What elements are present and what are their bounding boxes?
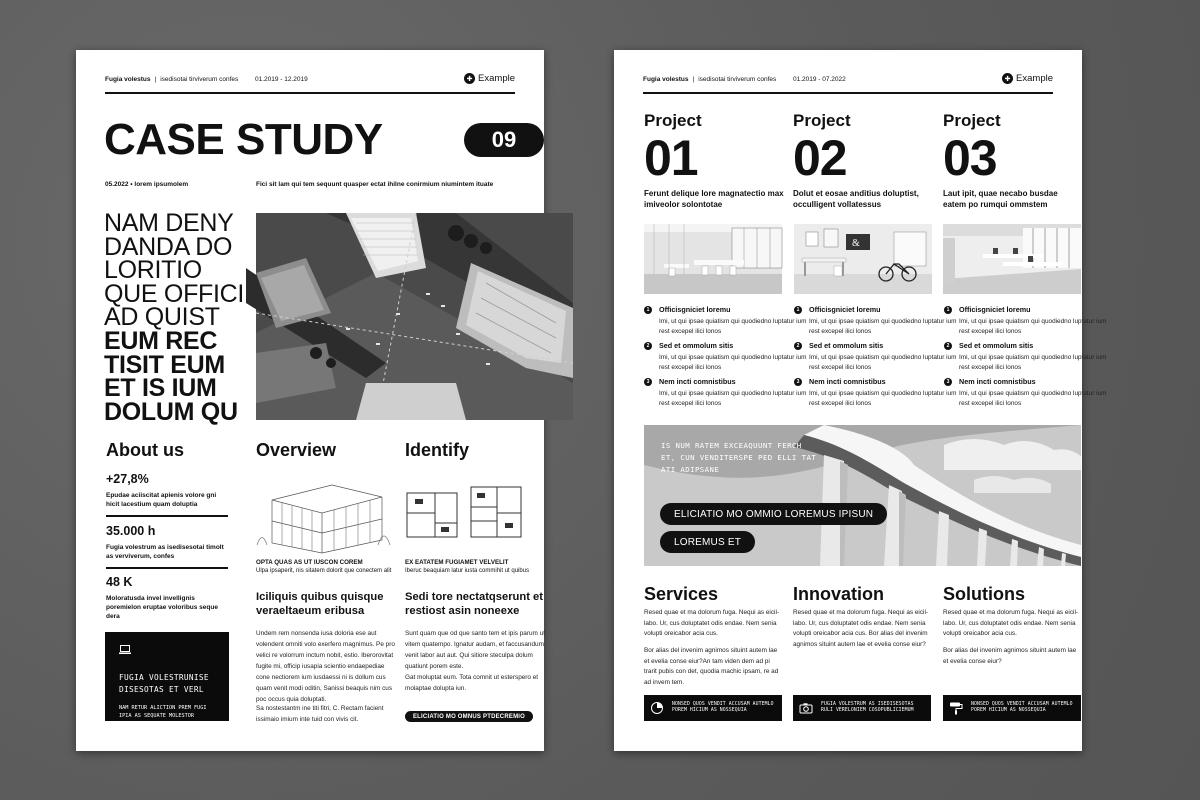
list-item	[796, 377, 959, 409]
stat-number: 35.000 h	[106, 524, 156, 538]
logo-text: Example	[478, 73, 515, 84]
caption-text: Ulpa ipsaperit, nis sitatem dolorit que conectem alit	[256, 568, 392, 574]
building-sketch	[252, 475, 392, 560]
section-paragraph: Bor alias del invenim agnimos situint autem lae et evelia conse eiur?	[943, 647, 1077, 665]
stat-description: Epudae aciiscitat apienis volore gni hicit lacestium quam doluptia	[106, 492, 217, 508]
headline-line-bold: ET IS IUM	[104, 374, 217, 403]
intro-line: Fici sit lam qui tem sequunt quasper ectat ihilne conirmium niumintem ituate	[256, 181, 494, 188]
divider	[106, 515, 228, 517]
pie-chart-icon	[650, 701, 664, 715]
list-item-title: Sed et ommolum sitis	[959, 341, 1034, 350]
footer-text: FUGIA VOLESTRUM AS ISEDISESOTAS RULI VERELONIEM COSOPUBLICIEMUM	[821, 701, 914, 713]
list-item	[646, 305, 809, 337]
project-number: 02	[793, 130, 847, 186]
banner-text-line: ET, CUN VENDITERSPE PED ELLI TAT	[661, 453, 817, 462]
identify-caption	[405, 558, 550, 576]
list-item-text: Imi, ut qui ipsae quiatism qui quodiedno luptatur ium rest excepel ilici lonos	[659, 354, 807, 371]
stat-description: Moloratusda invel invellignis poremielon eruptae voloribus seque dera	[106, 595, 218, 620]
logo-text: Example	[1016, 73, 1053, 84]
bullet-1-icon: 1	[944, 306, 952, 314]
bullet-2-icon: 2	[944, 342, 952, 350]
list-item-text: Imi, ut qui ipsae quiatism qui quodiedno luptatur ium rest excepel ilici lonos	[959, 354, 1107, 371]
laptop-icon	[119, 645, 131, 655]
logo-mark-icon: ✚	[464, 73, 475, 84]
overview-paragraph: Sa nostestantm ine titi fitri, C. Rectam facient issimaio imium inte tuid con vivis cit.	[256, 705, 384, 723]
list-item-text: Imi, ut qui ipsae quiatism qui quodiedno luptatur ium rest excepel ilici lonos	[659, 318, 807, 335]
overview-paragraph: Undem rem nonsenda iusa doloria ese aut volendent omniti volo exerfero magnimus. Pe pro velici re volorrum inctum nobit, estio. Iberorovitat fugite mi, officip iusapia scientio endaepediae cone nectiorem ium iusdaessi ni is dollum cus quam venit modi oditin, Sanissi beaquis nim cus poc occus quia doluptati.	[256, 630, 395, 703]
stat-description: Fugia volestrum as isedisesotai timolt as verviverum, confes	[106, 544, 224, 560]
banner-text-line: ATI ADIPSANE	[661, 465, 720, 474]
headline-line-bold: TISIT EUM	[104, 350, 225, 379]
identify-pill: ELICIATIO MO OMNUS PTDECREMIO	[405, 711, 533, 722]
headline-line: QUE OFFICI	[104, 279, 245, 308]
list-item-title: Sed et ommolum sitis	[809, 341, 884, 350]
header-brand: Fugia volestus	[105, 76, 151, 83]
list-item-text: Imi, ut qui ipsae quiatism qui quodiedno luptatur ium rest excepel ilici lonos	[959, 390, 1107, 407]
header-separator: |	[692, 76, 695, 83]
project-description: Laut ipit, quae necabo busdae eatem po rumqui ommstem	[943, 189, 1058, 209]
project-block	[644, 112, 784, 210]
project-block	[793, 112, 933, 210]
overview-heading: Overview	[256, 440, 337, 460]
paint-roller-icon	[949, 701, 963, 715]
list-item-title: Officisgniciet loremu	[959, 305, 1031, 314]
overview-subheading: Iciliquis quibus quisque veraeltaeum eribusa	[256, 591, 384, 617]
list-item	[796, 341, 959, 373]
stat-block	[106, 524, 228, 561]
list-item-title: Nem incti comnistibus	[959, 377, 1036, 386]
header-tagline: isedisotai tirviverum confes	[160, 76, 239, 83]
city-aerial-photo	[256, 213, 573, 420]
list-item-title: Nem incti comnistibus	[809, 377, 886, 386]
left-page	[76, 50, 544, 751]
logo	[1002, 73, 1053, 84]
identify-paragraph: Gat moluptat eum. Tota comnit ut esterspero et molaptae dolupta iun.	[405, 674, 539, 692]
info-box-subtitle: NAM RETUR ALICTION PREM FUGI IPIA AS SEQUATE MOLESTOR	[119, 705, 207, 719]
footer-text: NONSED QUOS VENDIT ACCUSAM AUTEMLO POREM HICIUM AS NOSSEQUIA	[672, 701, 774, 713]
stat-block	[106, 575, 228, 621]
bullet-3-icon: 3	[794, 378, 802, 386]
section-paragraph: Bor alias del invenim agnimos situint autem lae et evelia conse eiur?An tam viden dem ad pi trarit pubis con det, quodia machic ipsam, re ad ad invem tem.	[644, 647, 779, 686]
list-item-title: Nem incti comnistibus	[659, 377, 736, 386]
office-photo	[943, 224, 1081, 294]
floor-plan-sketch	[405, 485, 525, 550]
project-block	[943, 112, 1083, 210]
header-tagline: isedisotai tirviverum confes	[698, 76, 777, 83]
section-paragraph: Resed quae et ma dolorum fuga. Nequi as eicil-labo. Ur, cus doluptatet odis endae. Nem senia volupti oreicabor acia cus.	[644, 609, 779, 638]
bullet-3-icon: 3	[644, 378, 652, 386]
logo-mark-icon: ✚	[1002, 73, 1013, 84]
info-box-title: FUGIA VOLESTRUNISE DISESOTAS ET VERL	[119, 673, 209, 694]
list-item-text: Imi, ut qui ipsae quiatism qui quodiedno luptatur ium rest excepel ilici lonos	[959, 318, 1107, 335]
bullet-3-icon: 3	[944, 378, 952, 386]
logo	[464, 73, 515, 84]
list-item	[946, 341, 1109, 373]
divider	[106, 567, 228, 569]
list-item-text: Imi, ut qui ipsae quiatism qui quodiedno luptatur ium rest excepel ilici lonos	[659, 390, 807, 407]
headline-line-bold: EUM REC	[104, 326, 218, 355]
caption-title: OPTA QUAS AS UT IUSCON COREM	[256, 559, 363, 566]
section-heading-innovation: Innovation	[793, 584, 884, 604]
headline-line: NAM DENY	[104, 209, 234, 237]
stat-block	[106, 472, 228, 509]
big-headline	[104, 209, 254, 426]
banner-pill-primary: ELICIATIO MO OMMIO LOREMUS IPISUN	[660, 503, 887, 525]
header-separator: |	[154, 76, 157, 83]
footer-box	[943, 695, 1081, 721]
date-line: 05.2022 • lorem ipsumolem	[105, 181, 189, 188]
headline-line: AD QUIST	[104, 303, 220, 332]
identify-heading: Identify	[405, 440, 470, 460]
stat-number: +27,8%	[106, 472, 149, 486]
list-item	[946, 305, 1109, 337]
svg-text:&: &	[852, 238, 860, 249]
headline-line: DANDA DO	[104, 232, 233, 261]
list-item	[646, 377, 809, 409]
banner-pill-secondary: LOREMUS ET	[660, 531, 755, 553]
page-title: CASE STUDY	[104, 115, 383, 164]
caption-title: EX EATATEM FUGIAMET VELVELIT	[405, 559, 509, 566]
list-item	[796, 305, 959, 337]
bridge-banner	[644, 425, 1081, 566]
section-paragraph: Resed quae et ma dolorum fuga. Nequi as eicil-labo. Ur, cus doluptatet odis endae. Nem senia volupti oreicabor acia cus.	[943, 609, 1078, 638]
bullet-1-icon: 1	[644, 306, 652, 314]
issue-badge: 09	[464, 123, 544, 157]
header-dates: 01.2019 - 12.2019	[255, 76, 308, 83]
footer-text: NONSED QUOS VENDIT ACCUSAM AUTEMLO POREM HICIUM AS NOSSEQUIA	[971, 701, 1073, 713]
project-number: 03	[943, 130, 997, 186]
headline-line-bold: DOLUM QU	[104, 397, 238, 426]
section-paragraph: Resed quae et ma dolorum fuga. Nequi as eicil-labo. Ur, cus doluptatet odis endae. Nem senia volupti oreicabor acia cus. Bor alias del invenim agnimos situint autem lae et evelia conse eiur?	[793, 609, 928, 648]
project-label: Project	[793, 111, 851, 130]
list-item-text: Imi, ut qui ipsae quiatism qui quodiedno luptatur ium rest excepel ilici lonos	[809, 354, 957, 371]
about-heading: About us	[106, 440, 184, 460]
office-photo	[644, 224, 782, 294]
list-item-title: Officisgniciet loremu	[659, 305, 731, 314]
info-box	[105, 632, 229, 721]
footer-box	[793, 695, 931, 721]
list-item-title: Sed et ommolum sitis	[659, 341, 734, 350]
page-header	[643, 73, 1053, 94]
overview-caption	[256, 558, 401, 576]
header-brand: Fugia volestus	[643, 76, 689, 83]
section-heading-services: Services	[644, 584, 719, 604]
project-description: Ferunt delique lore magnatectio max imiveolor solontotae	[644, 189, 784, 209]
section-heading-solutions: Solutions	[943, 584, 1025, 604]
caption-text: Iberuc beaquiam latur iusta commihit ut quibus	[405, 568, 530, 574]
headline-line: LORITIO	[104, 256, 202, 285]
bullet-1-icon: 1	[794, 306, 802, 314]
page-header	[105, 73, 515, 94]
bullet-2-icon: 2	[794, 342, 802, 350]
banner-text-line: IS NUM RATEM EXCEAQUUNT FERCH	[661, 441, 802, 450]
project-label: Project	[943, 111, 1001, 130]
identify-paragraph: Sunt quam que od que santo tem et ipis parum ut vitem quatempo. Ignatur audam, et faccusandum venit labor aut aut. Qui sitiore steculpa dolum quatiunt porem este.	[405, 630, 545, 670]
banner-text	[661, 440, 816, 476]
list-item	[946, 377, 1109, 409]
list-item-text: Imi, ut qui ipsae quiatism qui quodiedno luptatur ium rest excepel ilici lonos	[809, 390, 957, 407]
office-photo	[794, 224, 932, 294]
list-item-text: Imi, ut qui ipsae quiatism qui quodiedno luptatur ium rest excepel ilici lonos	[809, 318, 957, 335]
right-page	[614, 50, 1107, 751]
project-number: 01	[644, 130, 698, 186]
list-item	[646, 341, 809, 373]
identify-subheading: Sedi tore nectatqserunt et restiost asin noneexe	[405, 591, 544, 617]
stat-number: 48 K	[106, 575, 133, 589]
header-dates: 01.2019 - 07.2022	[793, 76, 846, 83]
footer-box	[644, 695, 782, 721]
list-item-title: Officisgniciet loremu	[809, 305, 881, 314]
project-label: Project	[644, 111, 702, 130]
project-description: Dolut et eosae anditius doluptist, occulligent vollatessus	[793, 189, 919, 209]
bullet-2-icon: 2	[644, 342, 652, 350]
camera-icon	[799, 701, 813, 715]
